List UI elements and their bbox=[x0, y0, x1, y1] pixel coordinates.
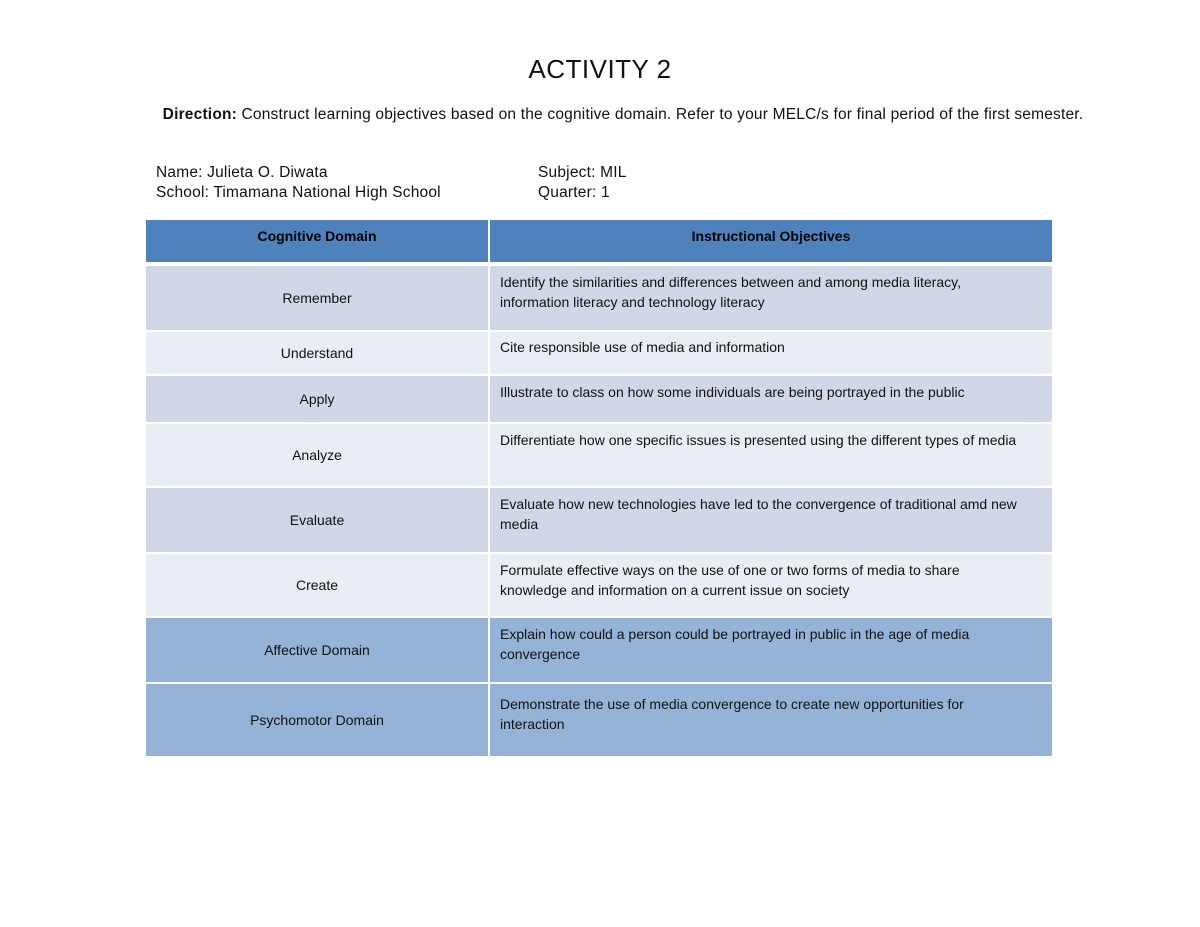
domain-cell: Analyze bbox=[146, 424, 490, 488]
objective-cell: Identify the similarities and differences between and among media literacy, information literacy and technology literacy bbox=[490, 266, 1054, 332]
table-row bbox=[146, 332, 1054, 376]
subject-name: Subject: MIL bbox=[538, 164, 627, 181]
table-header-row bbox=[146, 220, 1054, 266]
quarter-number: Quarter: 1 bbox=[538, 184, 610, 201]
objective-cell: Evaluate how new technologies have led to the convergence of traditional amd new media bbox=[490, 488, 1054, 554]
domain-cell: Evaluate bbox=[146, 488, 490, 554]
table-row bbox=[146, 376, 1054, 424]
domain-cell: Affective Domain bbox=[146, 618, 490, 684]
objective-cell: Explain how could a person could be portrayed in public in the age of media convergence bbox=[490, 618, 1054, 684]
header-cognitive-domain: Cognitive Domain bbox=[146, 220, 490, 266]
page-title: ACTIVITY 2 bbox=[528, 54, 672, 84]
objective-cell: Differentiate how one specific issues is presented using the different types of media bbox=[490, 424, 1054, 488]
table-row bbox=[146, 618, 1054, 684]
objective-cell: Cite responsible use of media and information bbox=[490, 332, 1054, 376]
table-row bbox=[146, 684, 1054, 758]
direction-lead: Direction: bbox=[162, 106, 238, 123]
direction-text bbox=[0, 106, 1200, 124]
objective-cell: Formulate effective ways on the use of one or two forms of media to share knowledge and information on a current issue on society bbox=[490, 554, 1054, 618]
school-name: School: Timamana National High School bbox=[156, 184, 441, 201]
objectives-table bbox=[146, 220, 1054, 758]
domain-cell: Psychomotor Domain bbox=[146, 684, 490, 758]
domain-cell: Remember bbox=[146, 266, 490, 332]
direction-body: Construct learning objectives based on the cognitive domain. Refer to your MELC/s for final period of the first semester. bbox=[237, 106, 1084, 123]
table-row bbox=[146, 424, 1054, 488]
header-instructional-objectives: Instructional Objectives bbox=[490, 220, 1054, 266]
table-row bbox=[146, 266, 1054, 332]
objective-cell: Illustrate to class on how some individuals are being portrayed in the public bbox=[490, 376, 1054, 424]
table-row bbox=[146, 488, 1054, 554]
domain-cell: Apply bbox=[146, 376, 490, 424]
table-row bbox=[146, 554, 1054, 618]
student-info bbox=[156, 163, 441, 203]
student-name: Name: Julieta O. Diwata bbox=[156, 164, 328, 181]
domain-cell: Understand bbox=[146, 332, 490, 376]
subject-info bbox=[538, 163, 627, 203]
domain-cell: Create bbox=[146, 554, 490, 618]
objective-cell: Demonstrate the use of media convergence to create new opportunities for interaction bbox=[490, 684, 1054, 758]
